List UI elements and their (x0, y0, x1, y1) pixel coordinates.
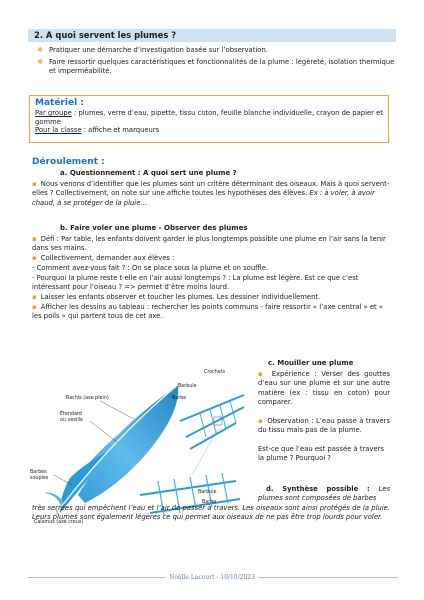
objective-item: ❖ Pratiquer une démarche d’investigation basée sur l’observation. (37, 46, 268, 54)
materiel-class: Pour la classe : affiche et marqueurs (35, 126, 160, 135)
materiel-title: Matériel : (35, 98, 84, 108)
paragraph-b-defi: ▪ Défi : Par table, les enfants doivent garder le plus longtemps possible une plume en l’air sans la tenir dans ses mains. (32, 235, 386, 253)
heading-b: b. Faire voler une plume - Observer des plumes (60, 224, 248, 232)
materiel-group: Par groupe : plumes, verre d’eau, pipette, tissu coton, feuille blanche individuelle, crayon de papier et gomme (35, 109, 383, 126)
diamond-bullet-icon: ❖ (37, 58, 44, 67)
objective-item: ❖ Faire ressortir quelques caractéristiques et fonctionnalités de la plume : légèreté, isolation thermique et imperméabilité. (37, 58, 395, 76)
paragraph-b-q1: - Comment avez-vous fait ? : On se place sous la plume et on souffle. (32, 264, 269, 272)
label-barbe-top: Barbe (172, 396, 187, 401)
heading-c: c. Mouiller une plume (268, 359, 354, 367)
paragraph-d-head: d. Synthèse possible : Les plumes sont composées de barbes (258, 485, 390, 503)
feather-diagram (30, 363, 258, 525)
section-title: 2. A quoi servent les plumes ? (28, 29, 396, 42)
barb-detail-top (180, 395, 244, 449)
label-barbule-top: Barbule (178, 384, 197, 389)
deroulement-title: Déroulement : (32, 157, 105, 167)
paragraph-d-rest: très serrées qui empêchent l’eau et l’air de passer à travers. Les oiseaux sont ainsi protégés de la pluie. Leurs plumes sont également légères ce qui permet aux oiseaux de ne pas être trop lourds pour voler. (32, 504, 390, 522)
square-bullet-icon: ▪ (32, 254, 37, 262)
square-bullet-icon: ▪ (258, 370, 266, 378)
heading-a: a. Questionnement : A quoi sert une plume ? (60, 169, 237, 177)
paragraph-c-obs: ▪ Observation : L’eau passe à travers du tissu mais pas de la plume. (258, 417, 390, 435)
label-etendard: Étendard (60, 412, 82, 417)
paragraph-c-question: Est-ce que l’eau est passée à travers la plume ? Pourquoi ? (258, 445, 384, 463)
label-crochets: Crochets (204, 370, 226, 375)
square-bullet-icon: ▪ (32, 293, 37, 301)
diamond-bullet-icon: ❖ (37, 46, 44, 54)
label-calamus: Calamus (axe creux) (34, 520, 84, 525)
label-souples: souples (30, 476, 49, 481)
label-barbule-bottom: Barbule (198, 490, 217, 495)
label-rachis: Rachis (axe plein) (66, 396, 109, 401)
footer: Noëlle Lacourt - 10/10/2023 (0, 574, 424, 581)
square-bullet-icon: ▪ (32, 235, 37, 243)
paragraph-b-observe: ▪ Laisser les enfants observer et toucher les plumes. Les dessiner individuellement. (32, 293, 321, 301)
square-bullet-icon: ▪ (258, 417, 263, 425)
objectives-list (37, 46, 397, 80)
paragraph-b-q2: - Pourquoi la plume reste t-elle en l’air aussi longtemps ? : La plume est légère. Est ce que c’est intéressant pour l’oiseau ? => permet d’être moins lourd. (32, 274, 359, 292)
square-bullet-icon: ▪ (32, 180, 37, 188)
paragraph-b-collect: ▪ Collectivement, demander aux élèves : (32, 254, 175, 262)
paragraph-c-exp: ▪ Expérience : Verser des gouttes d’eau sur une plume et sur une autre matière (ex : tissu en coton) pour comparer. (258, 370, 390, 406)
label-barbes: Barbes (30, 470, 47, 475)
paragraph-a: ▪ Nous venons d’identifier que les plumes sont un critère déterminant des oiseaux. Mais à quoi servent-elles ? Collectivement, on note sur une affiche toutes les hypothèses des élèves. Ex : à voler, à avoir chaud, à se protéger de la pluie… (32, 180, 390, 207)
label-vexille: ou vexille (60, 418, 83, 423)
paragraph-b-affiche: ▪ Afficher les dessins au tableau : rechercher les points communs - faire ressortir « l’axe central » et « les poils » qui partent tous de cet axe. (32, 303, 383, 321)
materiel-box (29, 95, 389, 143)
label-barbe-bottom: Barbe (202, 500, 217, 505)
square-bullet-icon: ▪ (32, 303, 37, 311)
